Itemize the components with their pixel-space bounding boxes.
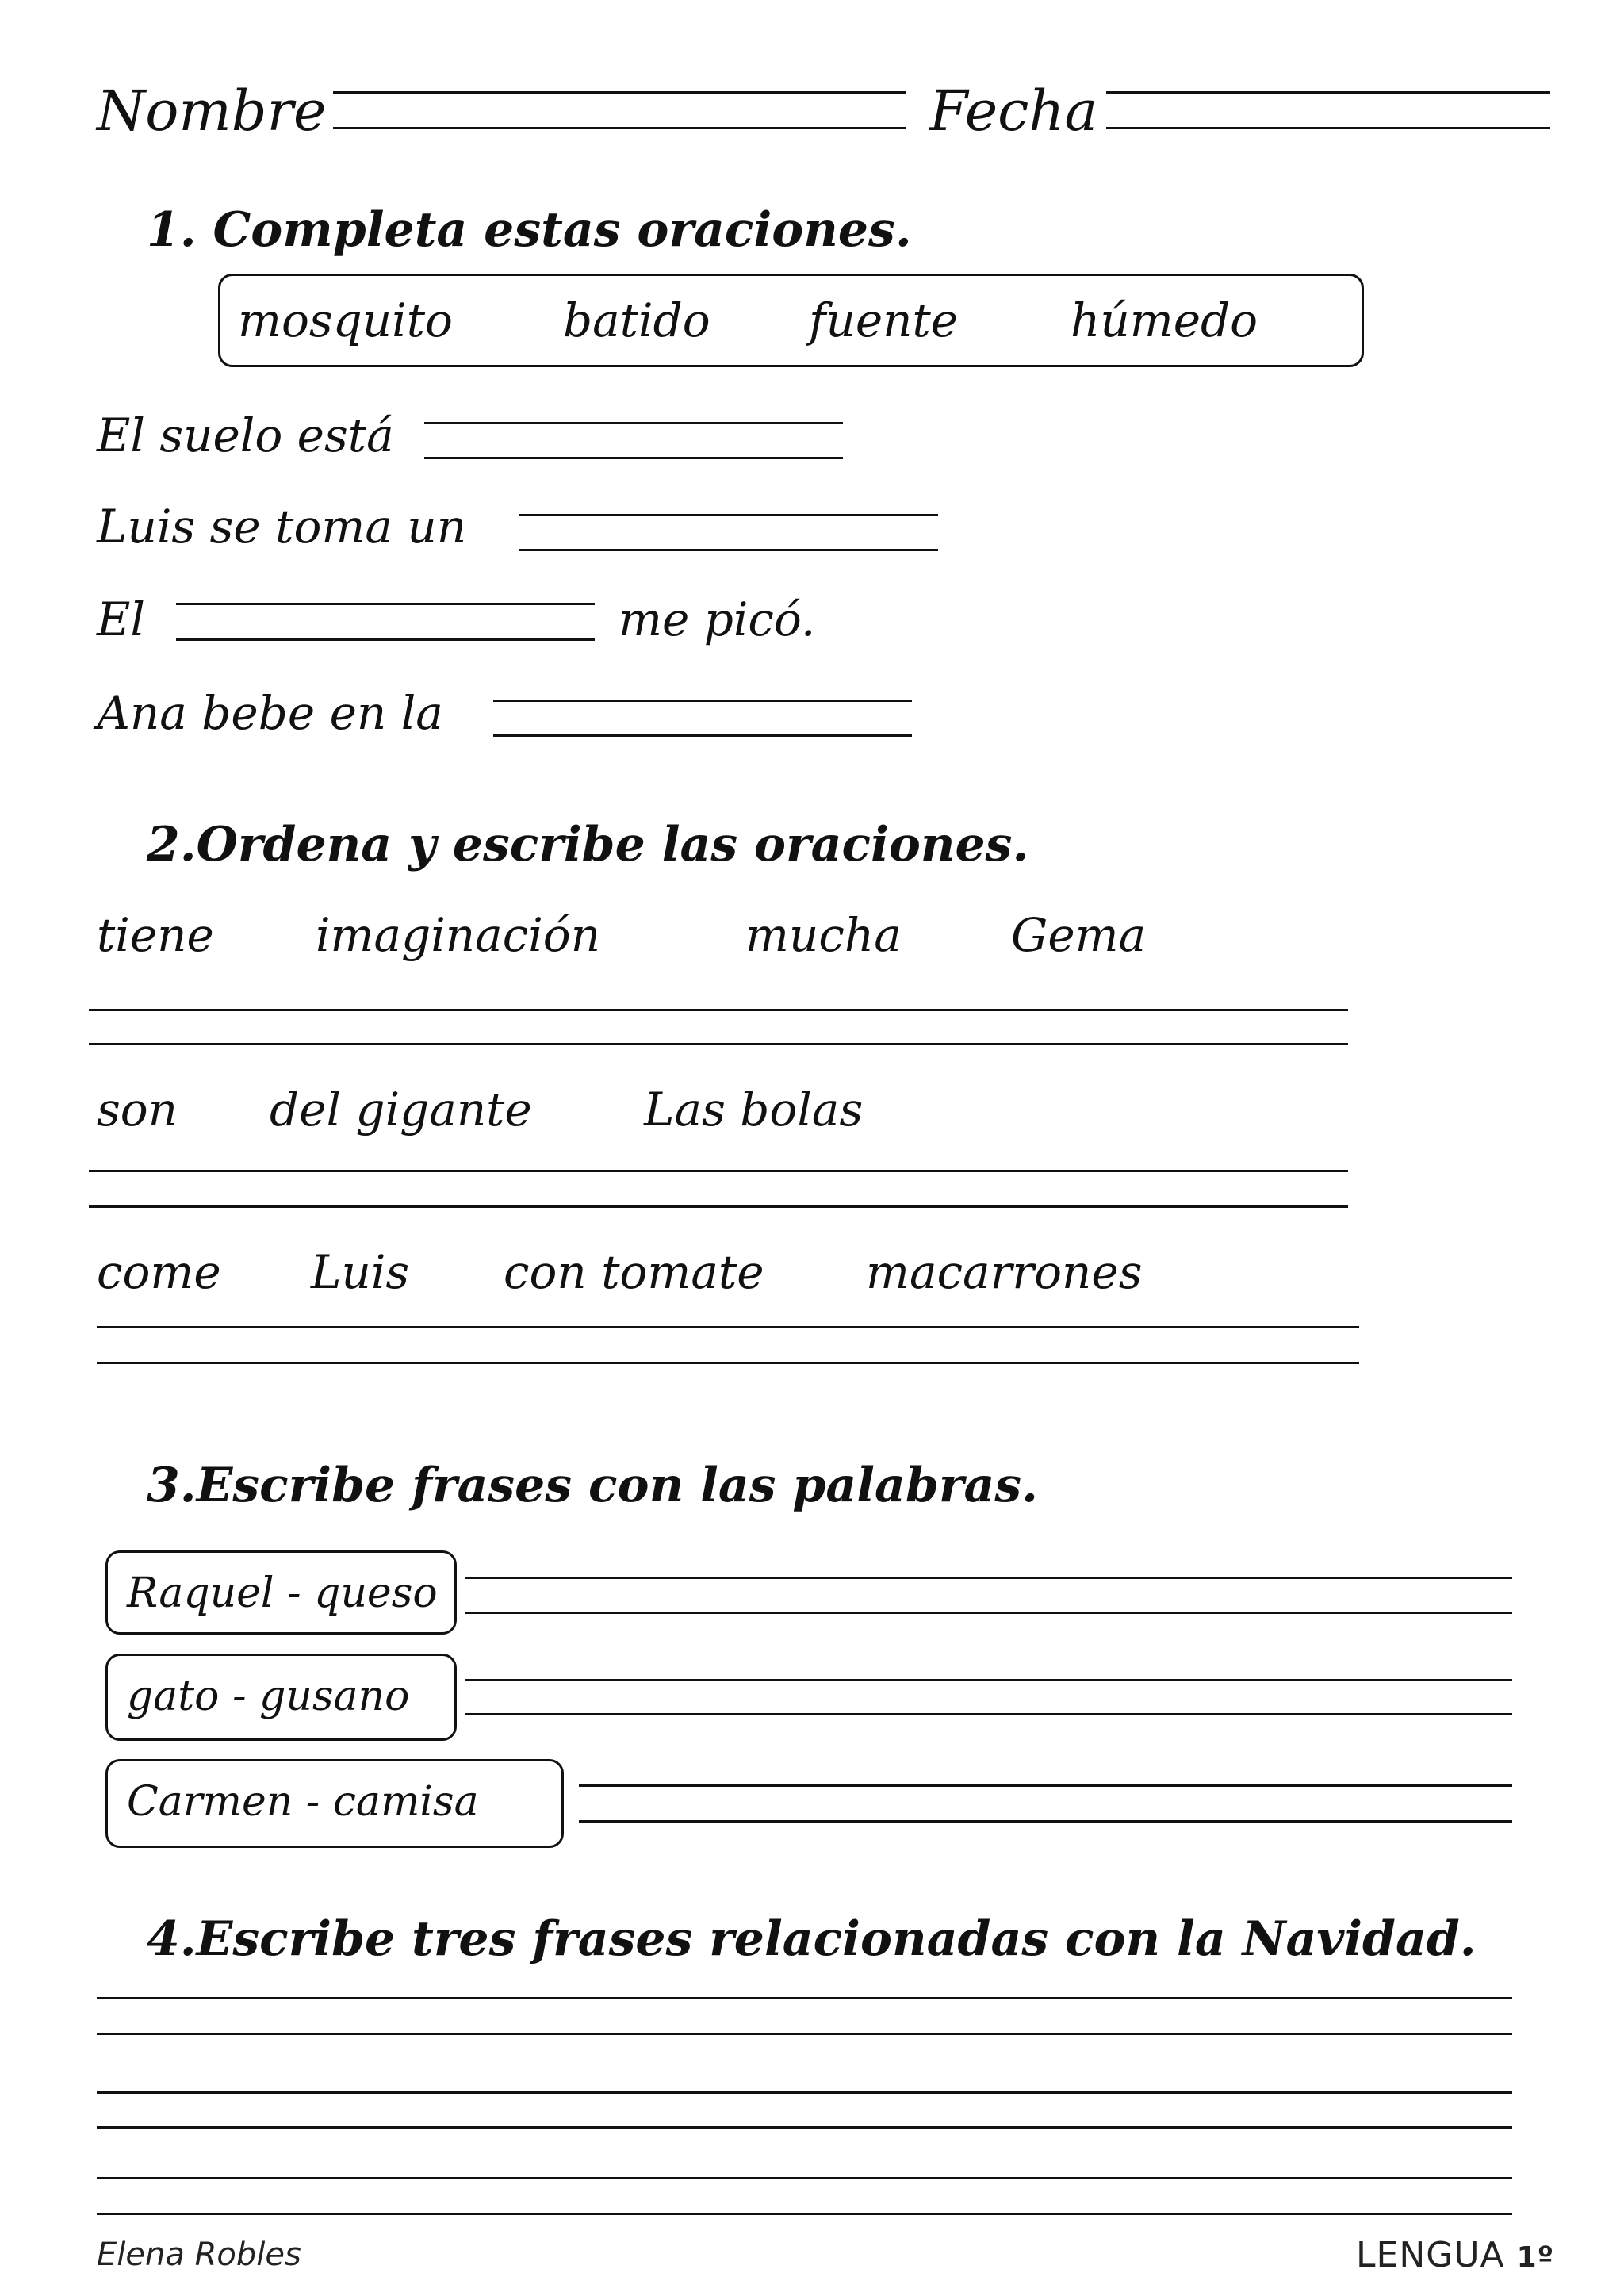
exercise-1-title: 1. Completa estas oraciones. xyxy=(147,202,912,258)
exercise-4-title: 4.Escribe tres frases relacionadas con la Navidad. xyxy=(147,1911,1477,1967)
answer-line-2[interactable] xyxy=(519,549,938,551)
sentence-3-end: me picó. xyxy=(619,592,816,646)
answer-line-3[interactable] xyxy=(176,638,595,641)
date-write-line[interactable] xyxy=(1106,127,1550,129)
guide-line xyxy=(465,1679,1512,1681)
scrambled-word: mucha xyxy=(745,908,902,962)
answer-line[interactable] xyxy=(465,1713,1512,1715)
guide-line xyxy=(97,2091,1512,2094)
scrambled-word: Las bolas xyxy=(644,1083,864,1137)
scrambled-word: con tomate xyxy=(504,1245,764,1299)
word-bank-item: batido xyxy=(563,293,710,347)
guide-line xyxy=(89,1009,1348,1011)
guide-line xyxy=(97,1326,1359,1328)
guide-line xyxy=(519,514,938,516)
answer-line[interactable] xyxy=(579,1820,1512,1823)
answer-line[interactable] xyxy=(97,2033,1512,2035)
date-guide-line xyxy=(1106,91,1550,94)
scrambled-word: tiene xyxy=(97,908,214,962)
guide-line xyxy=(89,1170,1348,1172)
guide-line xyxy=(97,1997,1512,1999)
name-label: Nombre xyxy=(97,79,327,144)
word-bank-item: húmedo xyxy=(1071,293,1258,347)
sentence-3-start: El xyxy=(97,592,145,646)
name-guide-line xyxy=(333,91,906,94)
scrambled-word: Luis xyxy=(311,1245,410,1299)
answer-line[interactable] xyxy=(97,2213,1512,2215)
answer-line[interactable] xyxy=(97,2126,1512,2129)
word-bank-item: mosquito xyxy=(238,293,453,347)
guide-line xyxy=(424,422,843,424)
sentence-1: El suelo está xyxy=(97,408,394,462)
word-pair: gato - gusano xyxy=(127,1673,410,1720)
word-pair: Raquel - queso xyxy=(127,1570,438,1617)
scrambled-word: come xyxy=(97,1245,221,1299)
subject-name: LENGUA xyxy=(1356,2235,1505,2275)
grade-label: 1º xyxy=(1516,2241,1554,2274)
answer-line-1[interactable] xyxy=(424,457,843,459)
guide-line xyxy=(465,1577,1512,1579)
sentence-2: Luis se toma un xyxy=(97,500,467,554)
guide-line xyxy=(493,700,912,702)
subject-label xyxy=(1356,2235,1554,2275)
scrambled-word: Gema xyxy=(1011,908,1147,962)
scrambled-word: imaginación xyxy=(316,908,601,962)
scrambled-word: son xyxy=(97,1083,178,1137)
date-label: Fecha xyxy=(929,79,1098,144)
answer-line[interactable] xyxy=(89,1205,1348,1208)
scrambled-word: macarrones xyxy=(866,1245,1143,1299)
author-credit: Elena Robles xyxy=(97,2237,301,2273)
answer-line[interactable] xyxy=(89,1043,1348,1045)
exercise-2-title: 2.Ordena y escribe las oraciones. xyxy=(147,817,1029,872)
guide-line xyxy=(176,603,595,605)
guide-line xyxy=(579,1784,1512,1787)
guide-line xyxy=(97,2177,1512,2179)
answer-line[interactable] xyxy=(465,1612,1512,1614)
exercise-3-title: 3.Escribe frases con las palabras. xyxy=(147,1458,1039,1513)
answer-line[interactable] xyxy=(97,1362,1359,1364)
sentence-4: Ana bebe en la xyxy=(97,686,443,740)
answer-line-4[interactable] xyxy=(493,734,912,737)
word-pair: Carmen - camisa xyxy=(127,1778,479,1826)
name-write-line[interactable] xyxy=(333,127,906,129)
word-bank-item: fuente xyxy=(809,293,959,347)
scrambled-word: del gigante xyxy=(270,1083,532,1137)
